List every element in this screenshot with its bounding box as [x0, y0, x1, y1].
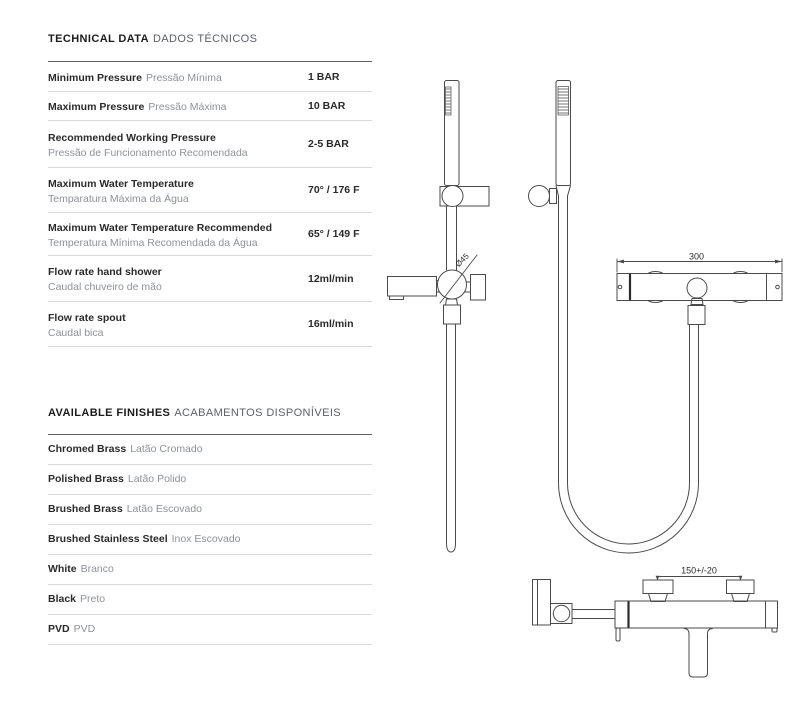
temperature-handle: [471, 275, 486, 301]
list-item: [48, 585, 372, 615]
finish-en: PVD: [48, 623, 70, 636]
row-value: 2-5 BAR: [308, 138, 349, 150]
hose-outlet: [687, 278, 707, 298]
diameter-label: Ø45: [453, 251, 471, 269]
list-item: [48, 495, 372, 525]
bar-width-label: 300: [688, 251, 705, 262]
row-label-en: Flow rate hand shower: [48, 266, 162, 279]
finish-pt: Preto: [80, 593, 106, 606]
list-item: [48, 525, 372, 555]
row-value: 65° / 149 F: [308, 228, 360, 240]
row-value: 1 BAR: [308, 70, 340, 83]
technical-data-section: [48, 33, 372, 347]
row-label-pt: Caudal chuveiro de mão: [48, 281, 162, 294]
row-label-en: Minimum Pressure: [48, 71, 142, 84]
table-row: [48, 302, 372, 347]
row-label-pt: Temperatura Mínima Recomendada da Água: [48, 236, 258, 249]
shower-hose: [559, 196, 699, 553]
thermostatic-bar-front-drawing: [617, 252, 782, 325]
mixer-body: [615, 601, 766, 628]
list-item: [48, 465, 372, 495]
finish-en: Polished Brass: [48, 473, 124, 486]
bracket-knob: [553, 605, 569, 621]
finish-en: Black: [48, 593, 77, 606]
table-row: [48, 62, 372, 92]
heading-pt: ACABAMENTOS DISPONÍVEIS: [174, 407, 342, 419]
row-label-pt: Pressão Máxima: [148, 101, 227, 113]
holder-knob: [529, 186, 550, 207]
finish-pt: PVD: [73, 623, 96, 636]
technical-data-heading: [48, 33, 372, 62]
table-row: [48, 256, 372, 302]
row-value: 16ml/min: [308, 318, 354, 330]
heading-en: TECHNICAL DATA: [48, 33, 149, 45]
finish-pt: Branco: [80, 563, 114, 576]
row-label-en: Flow rate spout: [48, 311, 126, 324]
table-row: [48, 213, 372, 256]
hand-shower-side-view-drawing: [529, 81, 699, 554]
shower-column-front-view-drawing: [388, 81, 490, 553]
tub-spout: [684, 629, 713, 678]
bath-mixer-installation-drawing: [533, 566, 778, 678]
row-label-pt: Temparatura Máxima da Água: [48, 192, 189, 205]
finish-pt: Latão Escovado: [126, 503, 203, 516]
table-row: [48, 121, 372, 168]
left-inlet-union: [643, 580, 673, 594]
row-label-en: Maximum Water Temperature: [48, 177, 194, 190]
spout: [388, 277, 437, 297]
inlet-distance-label: 150+/-20: [681, 565, 717, 576]
heading-pt: DADOS TÉCNICOS: [152, 33, 258, 45]
list-item: [48, 555, 372, 585]
row-value: 10 BAR: [308, 100, 346, 112]
finish-pt: Inox Escovado: [171, 533, 241, 546]
finish-pt: Latão Polido: [127, 473, 187, 486]
spec-column: [48, 33, 372, 645]
row-label-pt: Pressão Mínima: [145, 71, 222, 84]
technical-drawings: [380, 50, 800, 710]
row-label-pt: Pressão de Funcionamento Recomendada: [48, 146, 248, 159]
row-label-en: Maximum Water Temperature Recommended: [48, 221, 273, 234]
available-finishes-section: [48, 407, 372, 645]
table-row: [48, 92, 372, 121]
finish-pt: Latão Cromado: [130, 443, 203, 456]
list-item: [48, 615, 372, 645]
finish-en: Brushed Brass: [48, 503, 123, 516]
wall-rail-foot: [533, 580, 551, 626]
row-label-en: Maximum Pressure: [48, 101, 145, 113]
list-item: [48, 435, 372, 465]
finish-en: Chromed Brass: [48, 443, 127, 456]
right-inlet-union: [727, 580, 755, 594]
row-label-pt: Caudal bica: [48, 326, 104, 339]
row-value: 70° / 176 F: [308, 184, 360, 196]
hose-straight: [447, 324, 456, 552]
finish-en: Brushed Stainless Steel: [48, 533, 168, 546]
hand-shower-wand: [445, 81, 460, 186]
connecting-arm: [572, 610, 615, 619]
table-row: [48, 168, 372, 213]
row-value: 12ml/min: [308, 272, 354, 285]
row-label-en: Recommended Working Pressure: [48, 131, 216, 144]
available-finishes-heading: [48, 407, 372, 435]
finish-en: White: [48, 563, 77, 576]
heading-en: AVAILABLE FINISHES: [48, 407, 171, 419]
slider-knob: [442, 186, 463, 207]
